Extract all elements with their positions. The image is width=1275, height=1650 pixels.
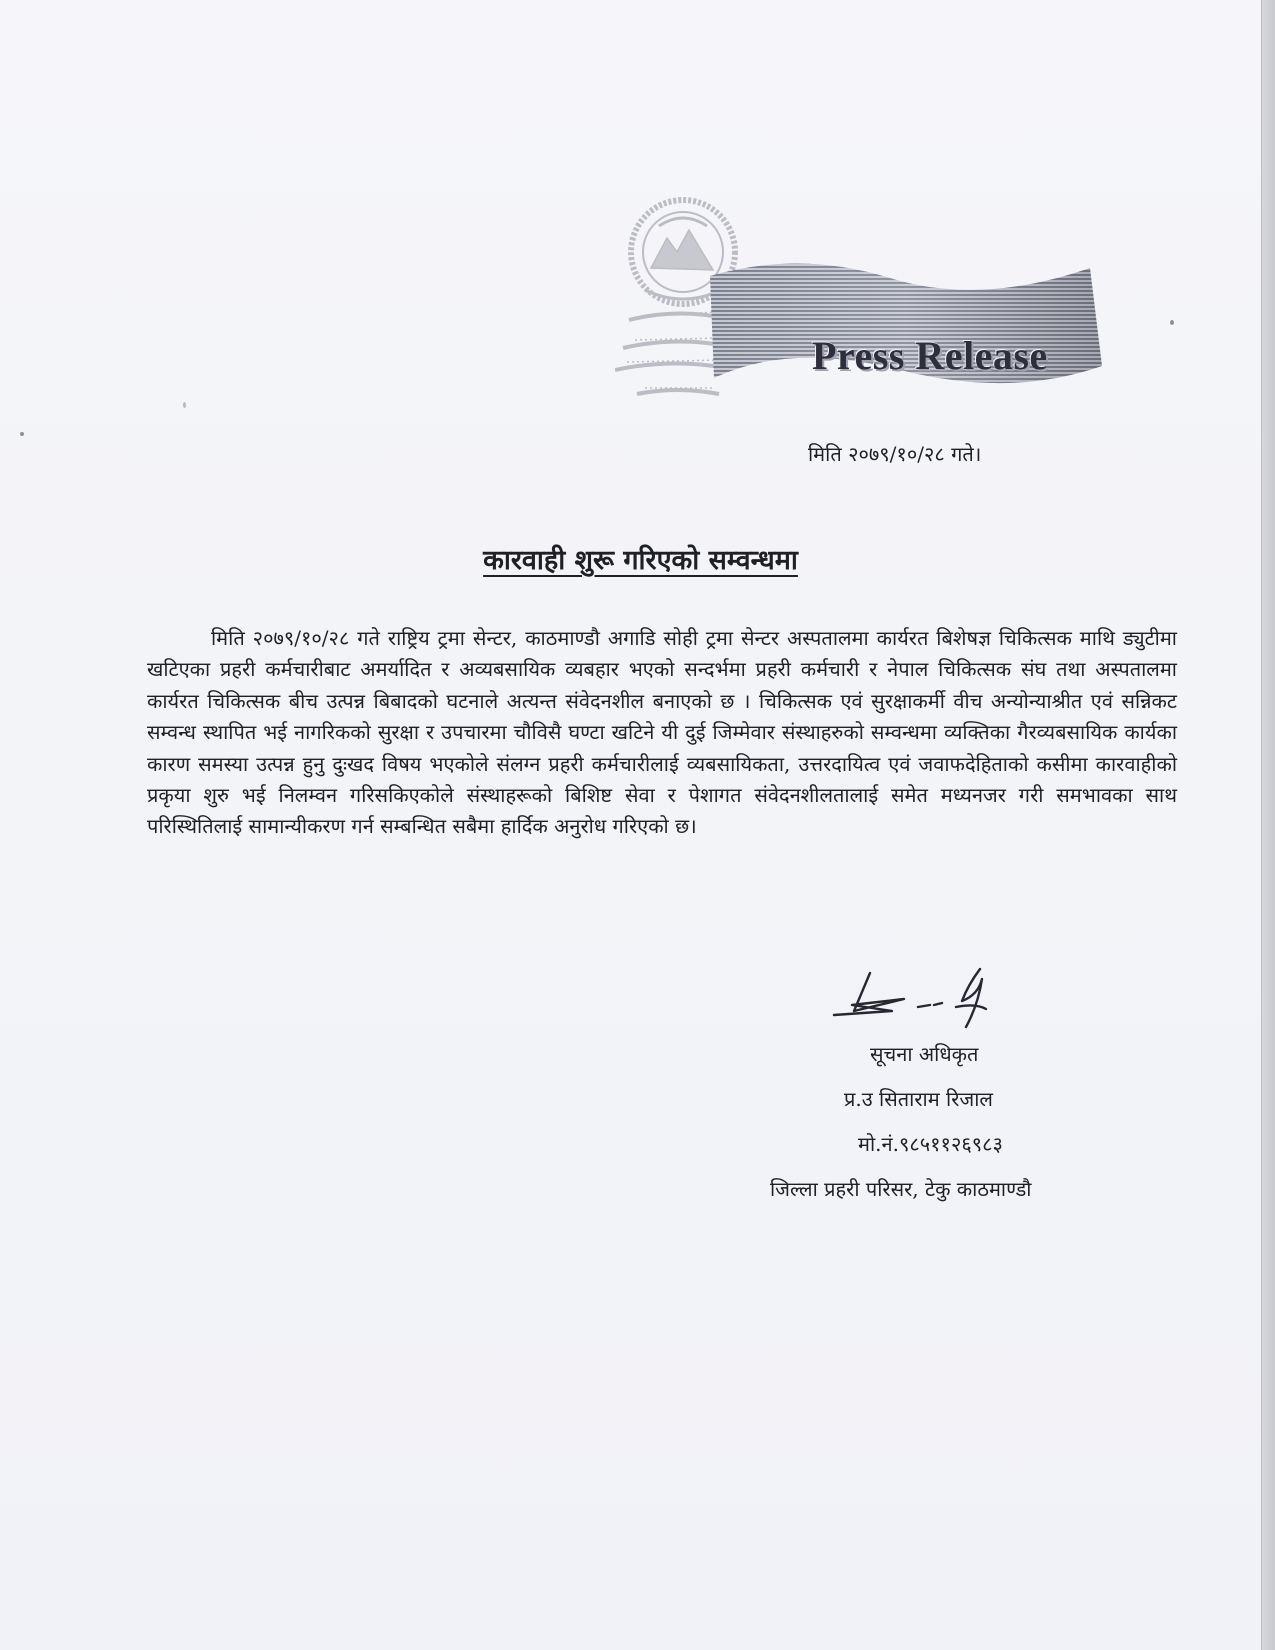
signatory-title: सूचना अधिकृत [870,1042,979,1066]
scan-speck [1170,320,1174,325]
scan-speck [183,402,186,408]
subject-heading-wrapper [0,540,1275,577]
press-release-title: Press Release [812,333,1048,378]
signatory-phone: मो.नं.९८५११२६९८३ [858,1132,1003,1156]
scan-speck [20,432,24,436]
handwritten-signature-icon [830,965,1030,1045]
body-paragraph: मिति २०७९/१०/२८ गते राष्ट्रिय ट्रमा सेन्टर, काठमाण्डौ अगाडि सोही ट्रमा सेन्टर अस्पतालमा कार्यरत बिशेषज्ञ चिकित्सक माथि ड्युटीमा खटिएका प्रहरी कर्मचारीबाट अमर्यादित र अव्यबसायिक व्यबहार भएको सन्दर्भमा प्रहरी कर्मचारी र नेपाल चिकित्सक संघ तथा अस्पतालमा कार्यरत चिकित्सक बीच उत्पन्न बिबादको घटनाले अत्यन्त संवेदनशील बनाएको छ । चिकित्सक एवं सुरक्षाकर्मी वीच अन्योन्याश्रीत एवं सन्निकट सम्वन्ध स्थापित भई नागरिकको सुरक्षा र उपचारमा चौविसै घण्टा खटिने यी दुई जिम्मेवार संस्थाहरुको सम्वन्धमा व्यक्तिका गैरव्यबसायिक कार्यका कारण समस्या उत्पन्न हुनु दुःखद विषय भएकोले संलग्न प्रहरी कर्मचारीलाई व्यबसायिकता, उत्तरदायित्व एवं जवाफदेहिताको कसीमा कारवाहीको प्रकृया शुरु भई निलम्वन गरिसकिएकोले संस्थाहरूको बिशिष्ट सेवा र पेशागत संवेदनशीलतालाई समेत मध्यनजर गरी समभावका साथ परिस्थितिलाई सामान्यीकरण गर्न सम्बन्धित सबैमा हार्दिक अनुरोध गरिएको छ। [147,626,1177,839]
page-edge [1261,0,1275,1650]
document-date: मिति २०७९/१०/२८ गते। [808,442,982,466]
signatory-office: जिल्ला प्रहरी परिसर, टेकु काठमाण्डौ [770,1177,1032,1201]
subject-heading: कारवाही शुरू गरिएको सम्वन्धमा [483,545,798,576]
signatory-name: प्र.उ सिताराम रिजाल [844,1087,993,1111]
